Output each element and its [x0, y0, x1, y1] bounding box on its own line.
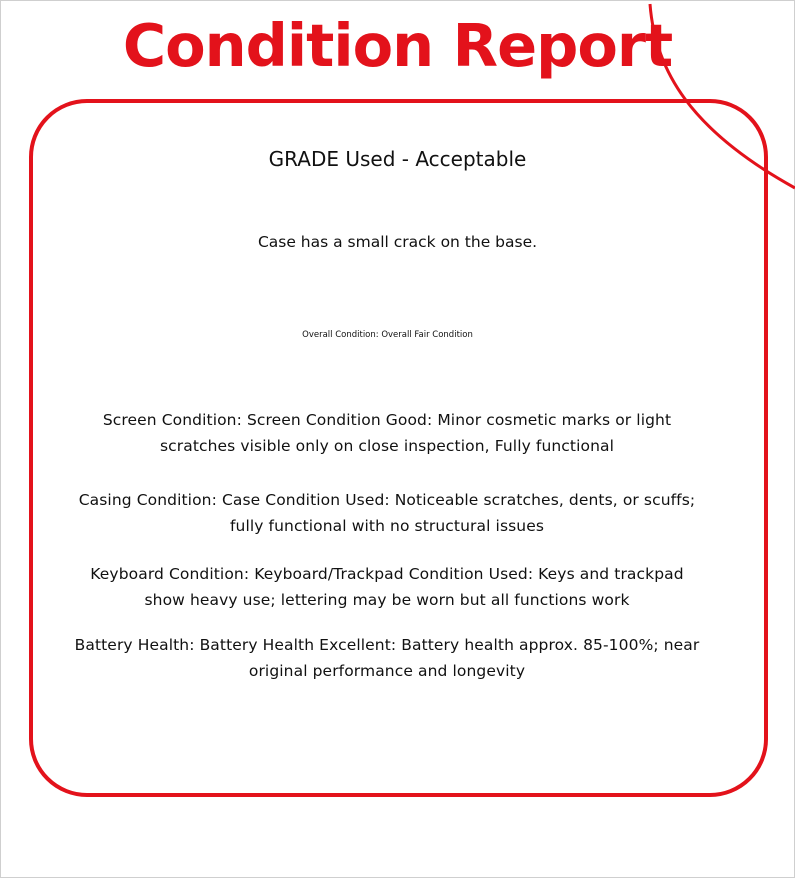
keyboard-condition: Keyboard Condition: Keyboard/Trackpad Condition Used: Keys and trackpad show heavy use; lettering may be worn but all functions work	[90, 565, 684, 609]
battery-health: Battery Health: Battery Health Excellent: Battery health approx. 85-100%; near original performance and longevity	[74, 636, 700, 680]
screen-condition: Screen Condition: Screen Condition Good: Minor cosmetic marks or light scratches visible only on close inspection, Fully functional	[102, 411, 672, 455]
grade-label: GRADE Used - Acceptable	[268, 147, 527, 171]
overall-condition: Overall Condition: Overall Fair Condition	[302, 330, 473, 340]
condition-note: Case has a small crack on the base.	[257, 233, 538, 251]
casing-condition: Casing Condition: Case Condition Used: Noticeable scratches, dents, or scuffs; fully functional with no structural issues	[78, 491, 696, 535]
report-title: Condition Report	[122, 11, 673, 80]
